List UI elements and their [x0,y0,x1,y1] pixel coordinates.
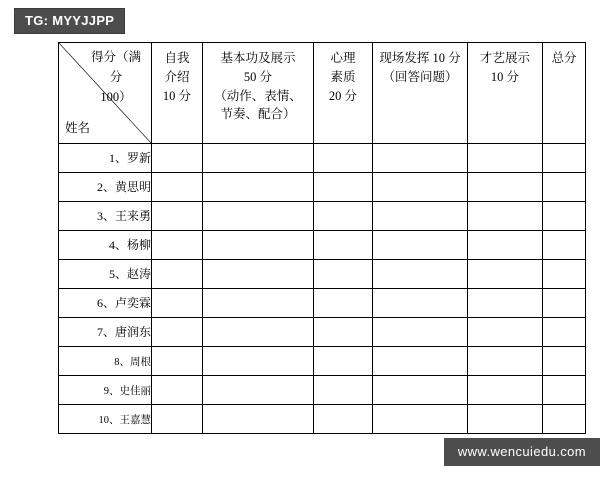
student-name-label: 9、史佳丽 [103,385,151,397]
score-cell[interactable] [543,289,586,318]
student-name-cell [59,347,152,376]
table-row [59,289,586,318]
score-cell[interactable] [203,318,314,347]
score-cell[interactable] [543,318,586,347]
watermark [444,438,600,466]
student-name-label: 5、赵涛 [108,267,151,281]
header-col-psychological-line-3: 20 分 [328,88,358,103]
header-col-self-intro-line-2: 介绍 [164,69,190,84]
score-cell[interactable] [152,202,203,231]
student-name-label: 7、唐润东 [96,325,151,339]
score-cell[interactable] [373,347,468,376]
score-cell[interactable] [152,144,203,173]
header-col-self-intro-line-3: 10 分 [162,88,192,103]
header-col-psychological-line-1: 心理 [330,51,356,65]
header-col-basic-skills-line-3: （动作、表情、 [214,88,302,103]
score-cell[interactable] [468,173,543,202]
score-cell[interactable] [373,173,468,202]
student-name-label: 1、罗新 [108,151,151,165]
corner-top-line-2: 100） [100,90,132,104]
score-cell[interactable] [468,289,543,318]
score-cell[interactable] [152,173,203,202]
score-cell[interactable] [468,318,543,347]
student-name-label: 8、周根 [114,356,151,368]
score-cell[interactable] [543,144,586,173]
score-cell[interactable] [468,405,543,434]
score-cell[interactable] [203,173,314,202]
score-cell[interactable] [314,231,373,260]
student-name-cell [59,376,152,405]
student-name-cell [59,144,152,173]
header-col-onsite-line-2: （回答问题） [382,69,458,84]
header-col-talent-line-2: 10 分 [490,69,520,84]
score-cell[interactable] [203,289,314,318]
header-col-basic-skills-line-2: 50 分 [243,69,273,84]
score-cell[interactable] [314,347,373,376]
watermark-label: www.wencuiedu.com [457,444,586,459]
table-row [59,173,586,202]
score-cell[interactable] [314,376,373,405]
table-row [59,202,586,231]
student-name-cell [59,202,152,231]
tg-badge [14,8,125,34]
score-cell[interactable] [543,231,586,260]
score-cell[interactable] [543,202,586,231]
student-name-cell [59,231,152,260]
score-cell[interactable] [203,144,314,173]
score-cell[interactable] [314,260,373,289]
header-col-self-intro [152,43,203,144]
score-cell[interactable] [314,173,373,202]
student-name-cell [59,289,152,318]
header-col-talent-line-1: 才艺展示 [479,51,530,65]
header-col-total-line-1: 总分 [551,51,577,65]
score-cell[interactable] [152,289,203,318]
score-cell[interactable] [203,376,314,405]
table-row [59,231,586,260]
score-cell[interactable] [373,144,468,173]
student-name-cell [59,260,152,289]
header-col-psychological [314,43,373,144]
header-col-basic-skills-line-1: 基本功及展示 [220,51,296,65]
student-name-cell [59,173,152,202]
table-row [59,376,586,405]
corner-top-line-1: 得分（满分 [90,50,141,84]
score-cell[interactable] [152,260,203,289]
score-cell[interactable] [373,202,468,231]
tg-badge-label: TG: MYYJJPP [25,13,115,28]
header-col-onsite [373,43,468,144]
score-cell[interactable] [468,144,543,173]
score-cell[interactable] [152,318,203,347]
table-row [59,318,586,347]
score-cell[interactable] [543,173,586,202]
score-cell[interactable] [314,318,373,347]
corner-top-label [85,47,147,107]
score-cell[interactable] [373,405,468,434]
score-cell[interactable] [152,405,203,434]
score-cell[interactable] [203,260,314,289]
student-name-label: 10、王嘉慧 [98,414,151,426]
score-cell[interactable] [373,260,468,289]
score-cell[interactable] [468,231,543,260]
corner-inner [59,43,151,143]
score-cell[interactable] [203,405,314,434]
header-col-basic-skills-line-4: 节奏、配合） [220,107,296,122]
student-name-label: 4、杨柳 [108,238,151,252]
header-col-total [543,43,586,144]
student-name-label: 3、王来勇 [96,209,151,223]
student-name-cell [59,318,152,347]
score-cell[interactable] [468,260,543,289]
header-col-onsite-line-1: 现场发挥 10 分 [379,51,461,65]
score-cell[interactable] [468,202,543,231]
score-cell[interactable] [152,376,203,405]
score-cell[interactable] [543,260,586,289]
score-cell[interactable] [373,376,468,405]
score-cell[interactable] [543,376,586,405]
score-cell[interactable] [152,347,203,376]
score-cell[interactable] [543,405,586,434]
score-cell[interactable] [543,347,586,376]
table-header-row [59,43,586,144]
header-col-self-intro-line-1: 自我 [164,51,190,65]
table-row [59,260,586,289]
table-row [59,347,586,376]
score-cell[interactable] [314,289,373,318]
header-col-psychological-line-2: 素质 [330,69,356,84]
score-cell[interactable] [373,289,468,318]
score-sheet [58,42,577,434]
score-cell[interactable] [373,318,468,347]
score-cell[interactable] [468,347,543,376]
header-col-basic-skills [203,43,314,144]
score-table-body [59,43,586,434]
score-cell[interactable] [152,231,203,260]
score-cell[interactable] [468,376,543,405]
score-cell[interactable] [203,231,314,260]
header-col-talent [468,43,543,144]
score-cell[interactable] [373,231,468,260]
corner-bottom-label: 姓名 [65,121,91,136]
score-cell[interactable] [203,202,314,231]
score-table [58,42,586,434]
table-row [59,144,586,173]
student-name-label: 6、卢奕霖 [96,296,151,310]
score-cell[interactable] [314,202,373,231]
table-row [59,405,586,434]
score-cell[interactable] [314,405,373,434]
header-corner-cell [59,43,152,144]
student-name-cell [59,405,152,434]
student-name-label: 2、黄思明 [96,180,151,194]
score-cell[interactable] [203,347,314,376]
score-cell[interactable] [314,144,373,173]
